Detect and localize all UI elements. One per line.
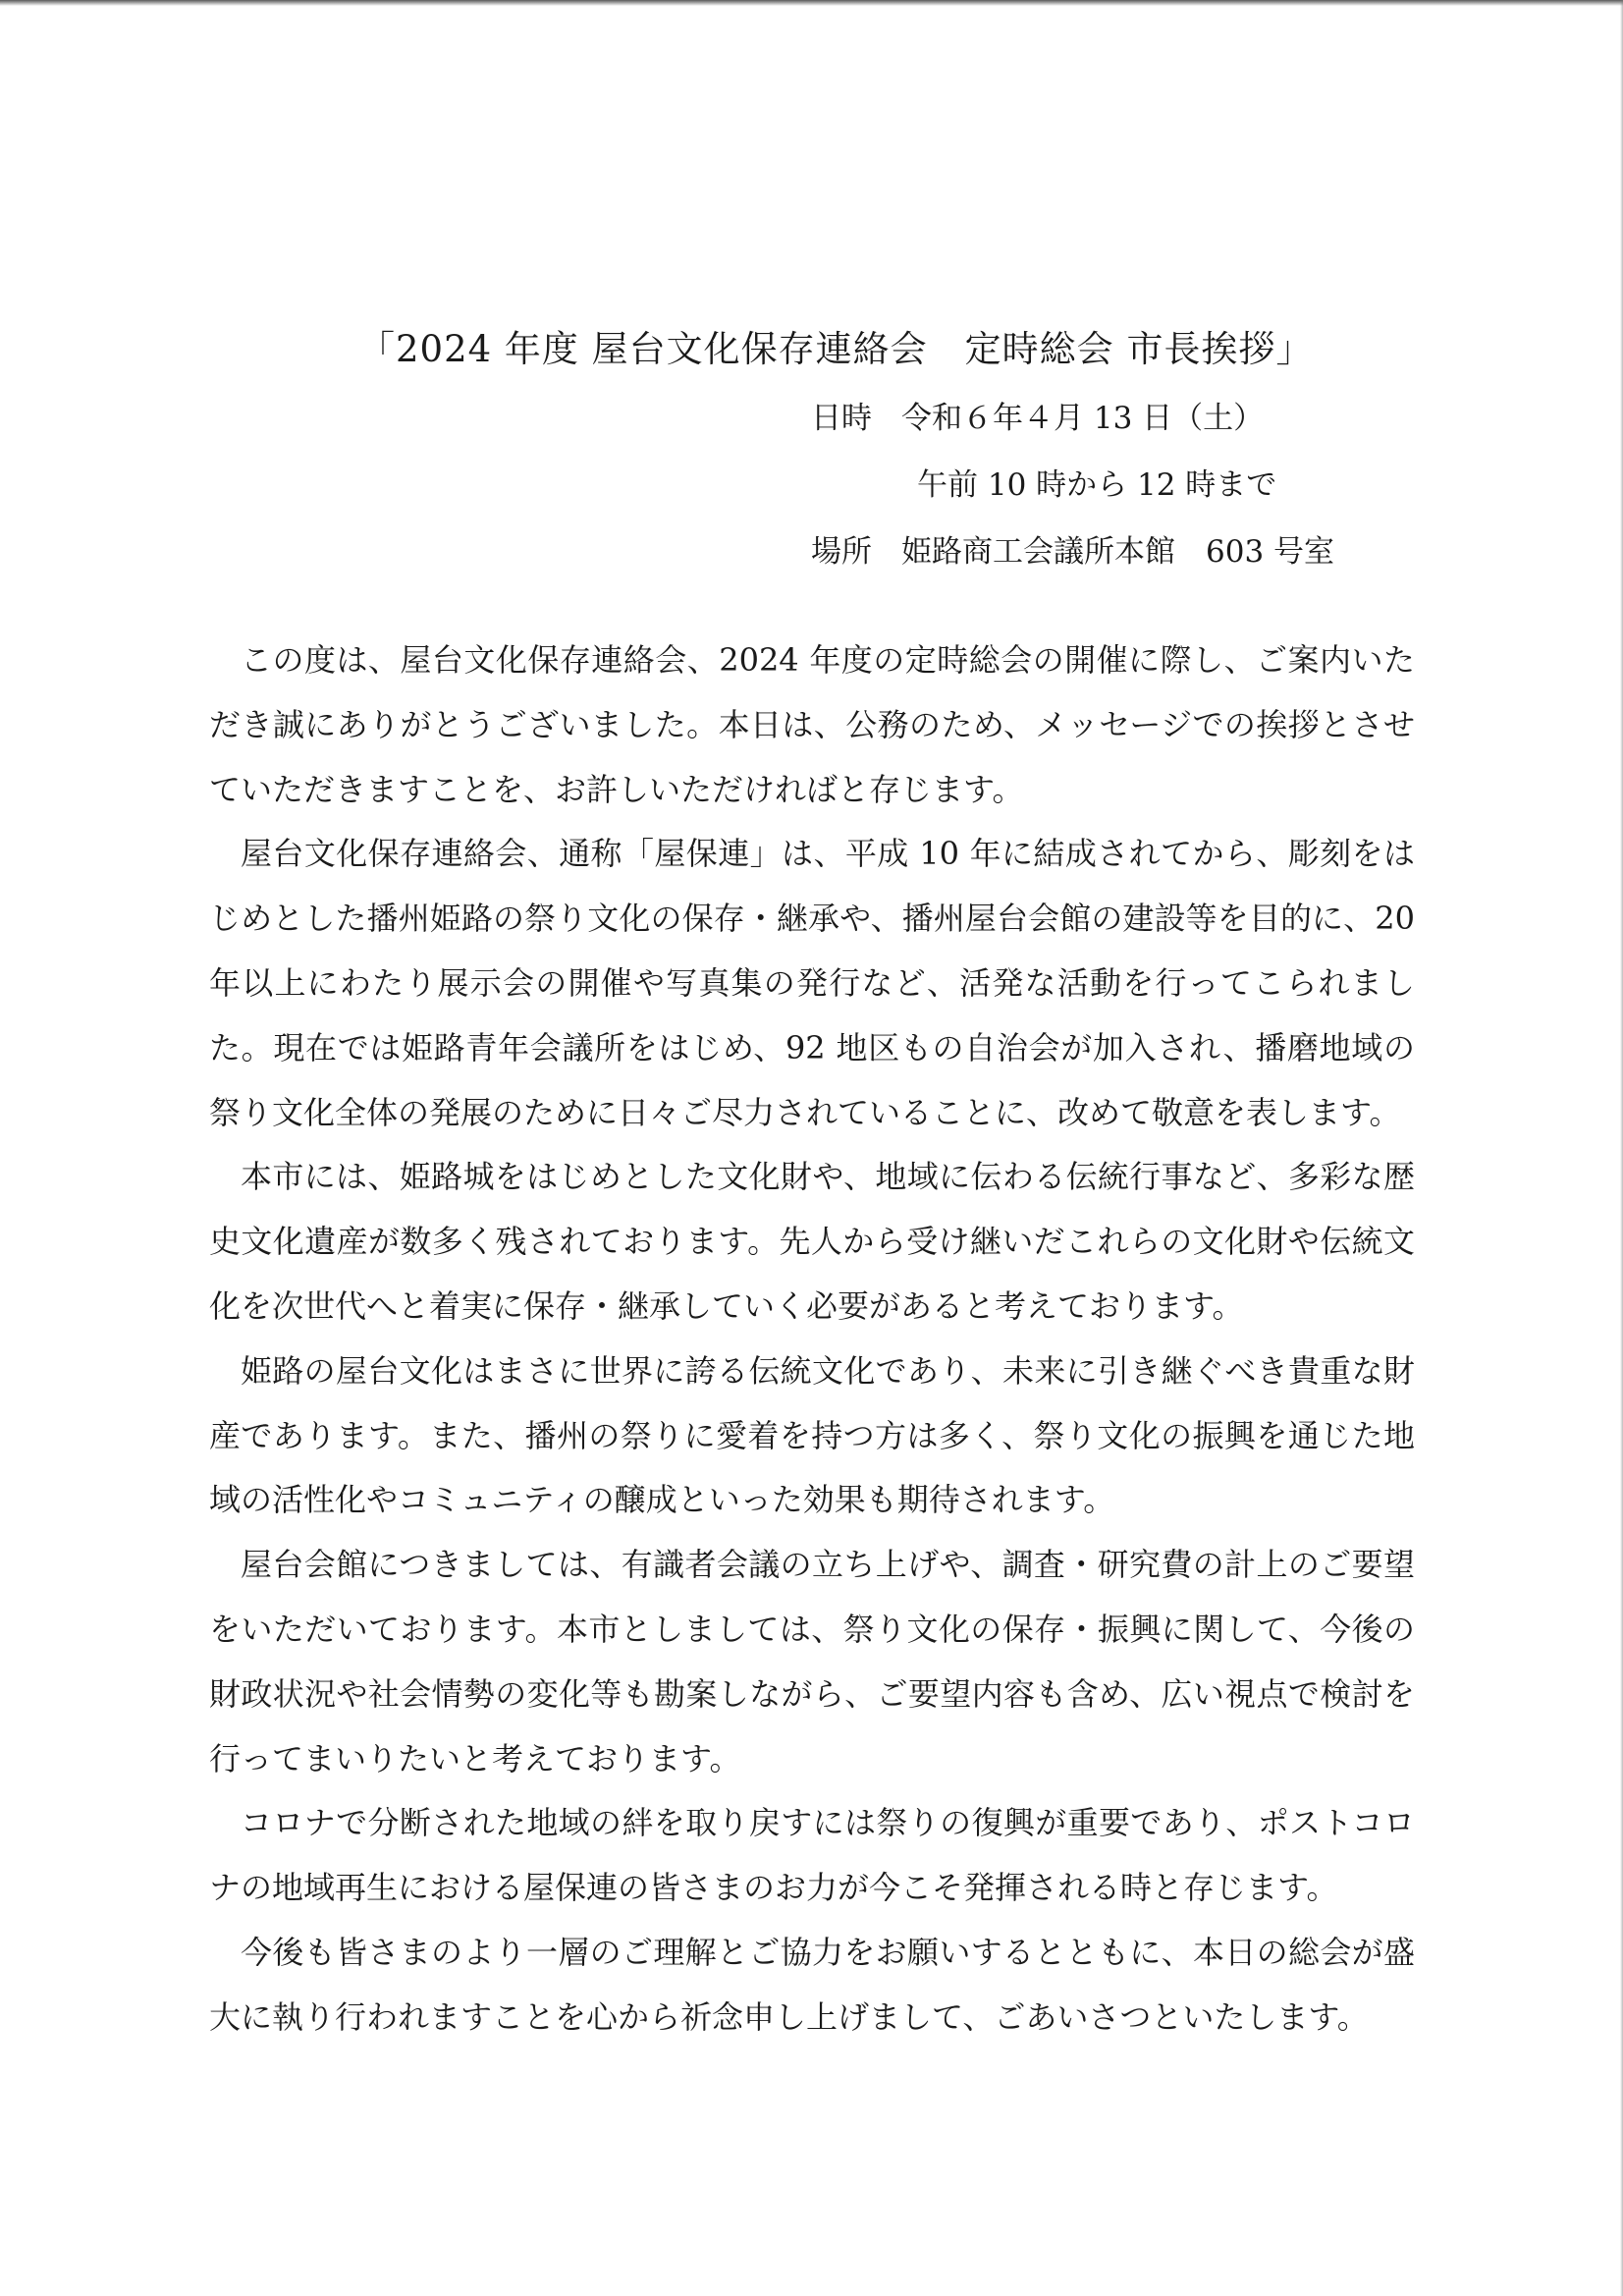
place-value: 姫路商工会議所本館 603 号室 bbox=[901, 534, 1335, 570]
time-value: 午前 10 時から 12 時まで bbox=[917, 467, 1277, 503]
place-row bbox=[811, 519, 1334, 585]
date-value: 令和６年４月 13 日（土） bbox=[901, 401, 1265, 436]
place-label: 場所 bbox=[811, 534, 872, 570]
paragraph: 姫路の屋台文化はまさに世界に誇る伝統文化であり、未来に引き継ぐべき貴重な財産であります。また、播州の祭りに愛着を持つ方は多く、祭り文化の振興を通じた地域の活性化やコミュニティの醸成といった効果も期待されます。 bbox=[209, 1351, 1415, 1519]
paragraph: 屋台文化保存連絡会、通称「屋保連」は、平成 10 年に結成されてから、彫刻をはじめとした播州姫路の祭り文化の保存・継承や、播州屋台会館の建設等を目的に、20 年以上にわたり展示会の開催や写真集の発行など、活発な活動を行ってこられました。現在では姫路青年会議所をはじめ、92 地区もの自治会が加入され、播磨地域の祭り文化全体の発展のために日々ご尽力されていることに、改めて敬意を表します。 bbox=[209, 835, 1415, 1131]
greeting-body bbox=[209, 629, 1415, 2050]
event-details bbox=[811, 385, 1334, 585]
paragraph: コロナで分断された地域の絆を取り戻すには祭りの復興が重要であり、ポストコロナの地域再生における屋保連の皆さまのお力が今こそ発揮される時と存じます。 bbox=[209, 1804, 1415, 1907]
scan-top-edge bbox=[0, 0, 1623, 6]
paragraph: 今後も皆さまのより一層のご理解とご協力をお願いするとともに、本日の総会が盛大に執り行われますことを心から祈念申し上げまして、ごあいさつといたします。 bbox=[209, 1933, 1415, 2036]
paragraph: 本市には、姫路城をはじめとした文化財や、地域に伝わる伝統行事など、多彩な歴史文化遺産が数多く残されております。先人から受け継いだこれらの文化財や伝統文化を次世代へと着実に保存・継承していく必要があると考えております。 bbox=[209, 1158, 1415, 1325]
date-row bbox=[811, 385, 1334, 452]
paragraph: この度は、屋台文化保存連絡会、2024 年度の定時総会の開催に際し、ご案内いただき誠にありがとうございました。本日は、公務のため、メッセージでの挨拶とさせていただきますことを、お許しいただければと存じます。 bbox=[209, 641, 1415, 808]
paragraph: 屋台会館につきましては、有識者会議の立ち上げや、調査・研究費の計上のご要望をいただいております。本市としましては、祭り文化の保存・振興に関して、今後の財政状況や社会情勢の変化等も勘案しながら、ご要望内容も含め、広い視点で検討を行ってまいりたいと考えております。 bbox=[209, 1546, 1415, 1777]
time-row bbox=[811, 452, 1334, 519]
document-title: 「2024 年度 屋台文化保存連絡会 定時総会 市長挨拶」 bbox=[358, 328, 1314, 370]
date-label: 日時 bbox=[811, 401, 872, 436]
